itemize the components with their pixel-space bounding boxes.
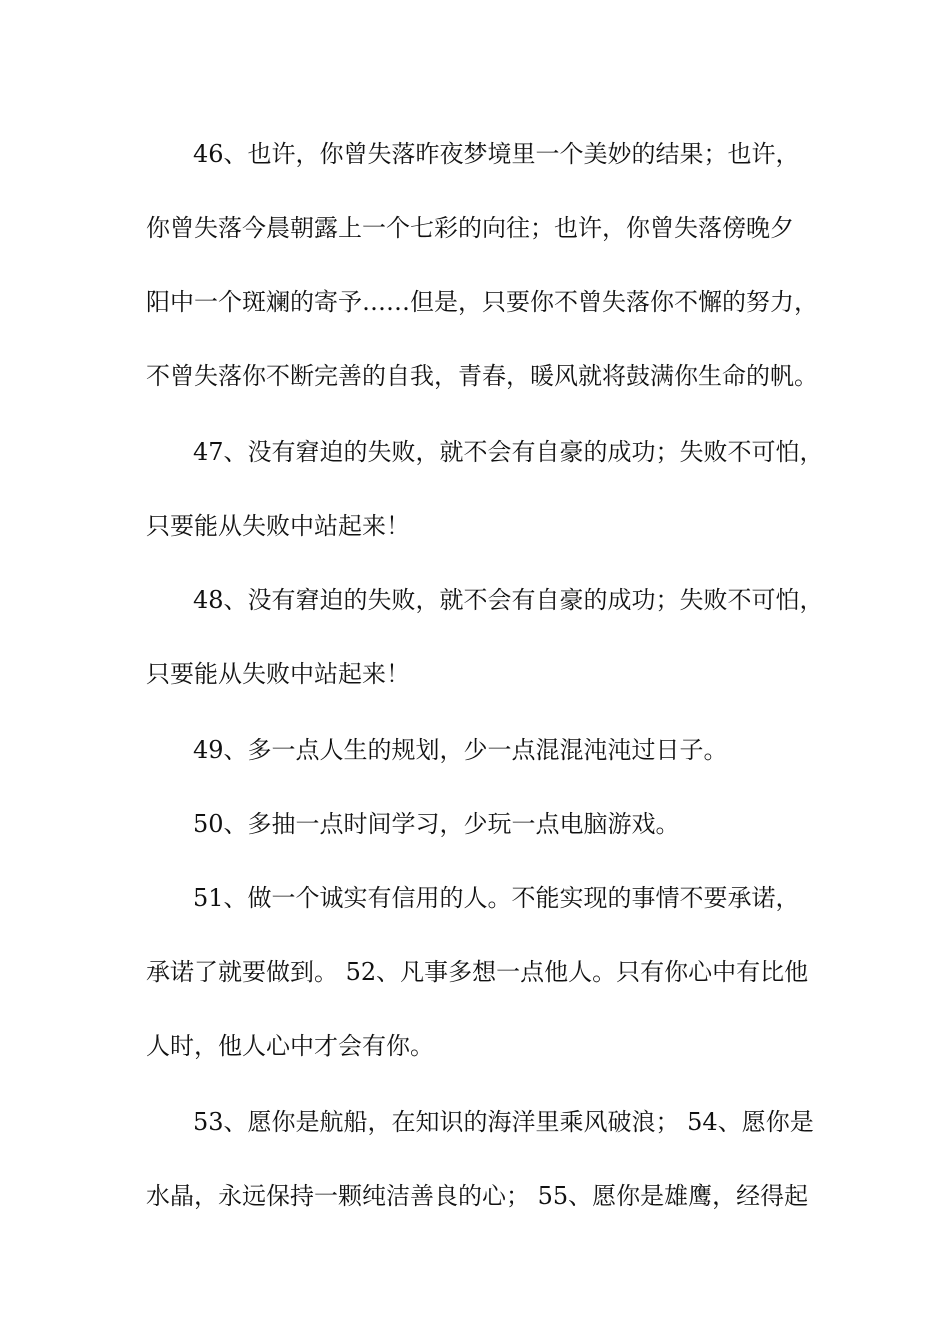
text-line-8: 只要能从失败中站起来！: [146, 660, 410, 688]
text-line-1: 46、也许，你曾失落昨夜梦境里一个美妙的结果；也许，: [193, 140, 800, 168]
text-line-4: 不曾失落你不断完善的自我，青春，暖风就将鼓满你生命的帆。: [146, 362, 818, 390]
text-line-7: 48、没有窘迫的失败，就不会有自豪的成功；失败不可怕，: [193, 586, 824, 614]
text-line-14: 53、愿你是航船，在知识的海洋里乘风破浪； 54、愿你是: [193, 1108, 814, 1136]
text-line-3: 阳中一个斑斓的寄予……但是，只要你不曾失落你不懈的努力，: [146, 288, 818, 316]
text-line-6: 只要能从失败中站起来！: [146, 512, 410, 540]
text-line-15: 水晶，永远保持一颗纯洁善良的心； 55、愿你是雄鹰，经得起: [146, 1182, 809, 1210]
text-line-12: 承诺了就要做到。 52、凡事多想一点他人。只有你心中有比他: [146, 958, 809, 986]
text-line-2: 你曾失落今晨朝露上一个七彩的向往；也许，你曾失落傍晚夕: [146, 214, 794, 242]
text-line-10: 50、多抽一点时间学习，少玩一点电脑游戏。: [193, 810, 680, 838]
text-line-9: 49、多一点人生的规划，少一点混混沌沌过日子。: [193, 736, 728, 764]
text-line-11: 51、做一个诚实有信用的人。不能实现的事情不要承诺，: [193, 884, 800, 912]
text-line-5: 47、没有窘迫的失败，就不会有自豪的成功；失败不可怕，: [193, 438, 824, 466]
text-line-13: 人时，他人心中才会有你。: [146, 1032, 434, 1060]
